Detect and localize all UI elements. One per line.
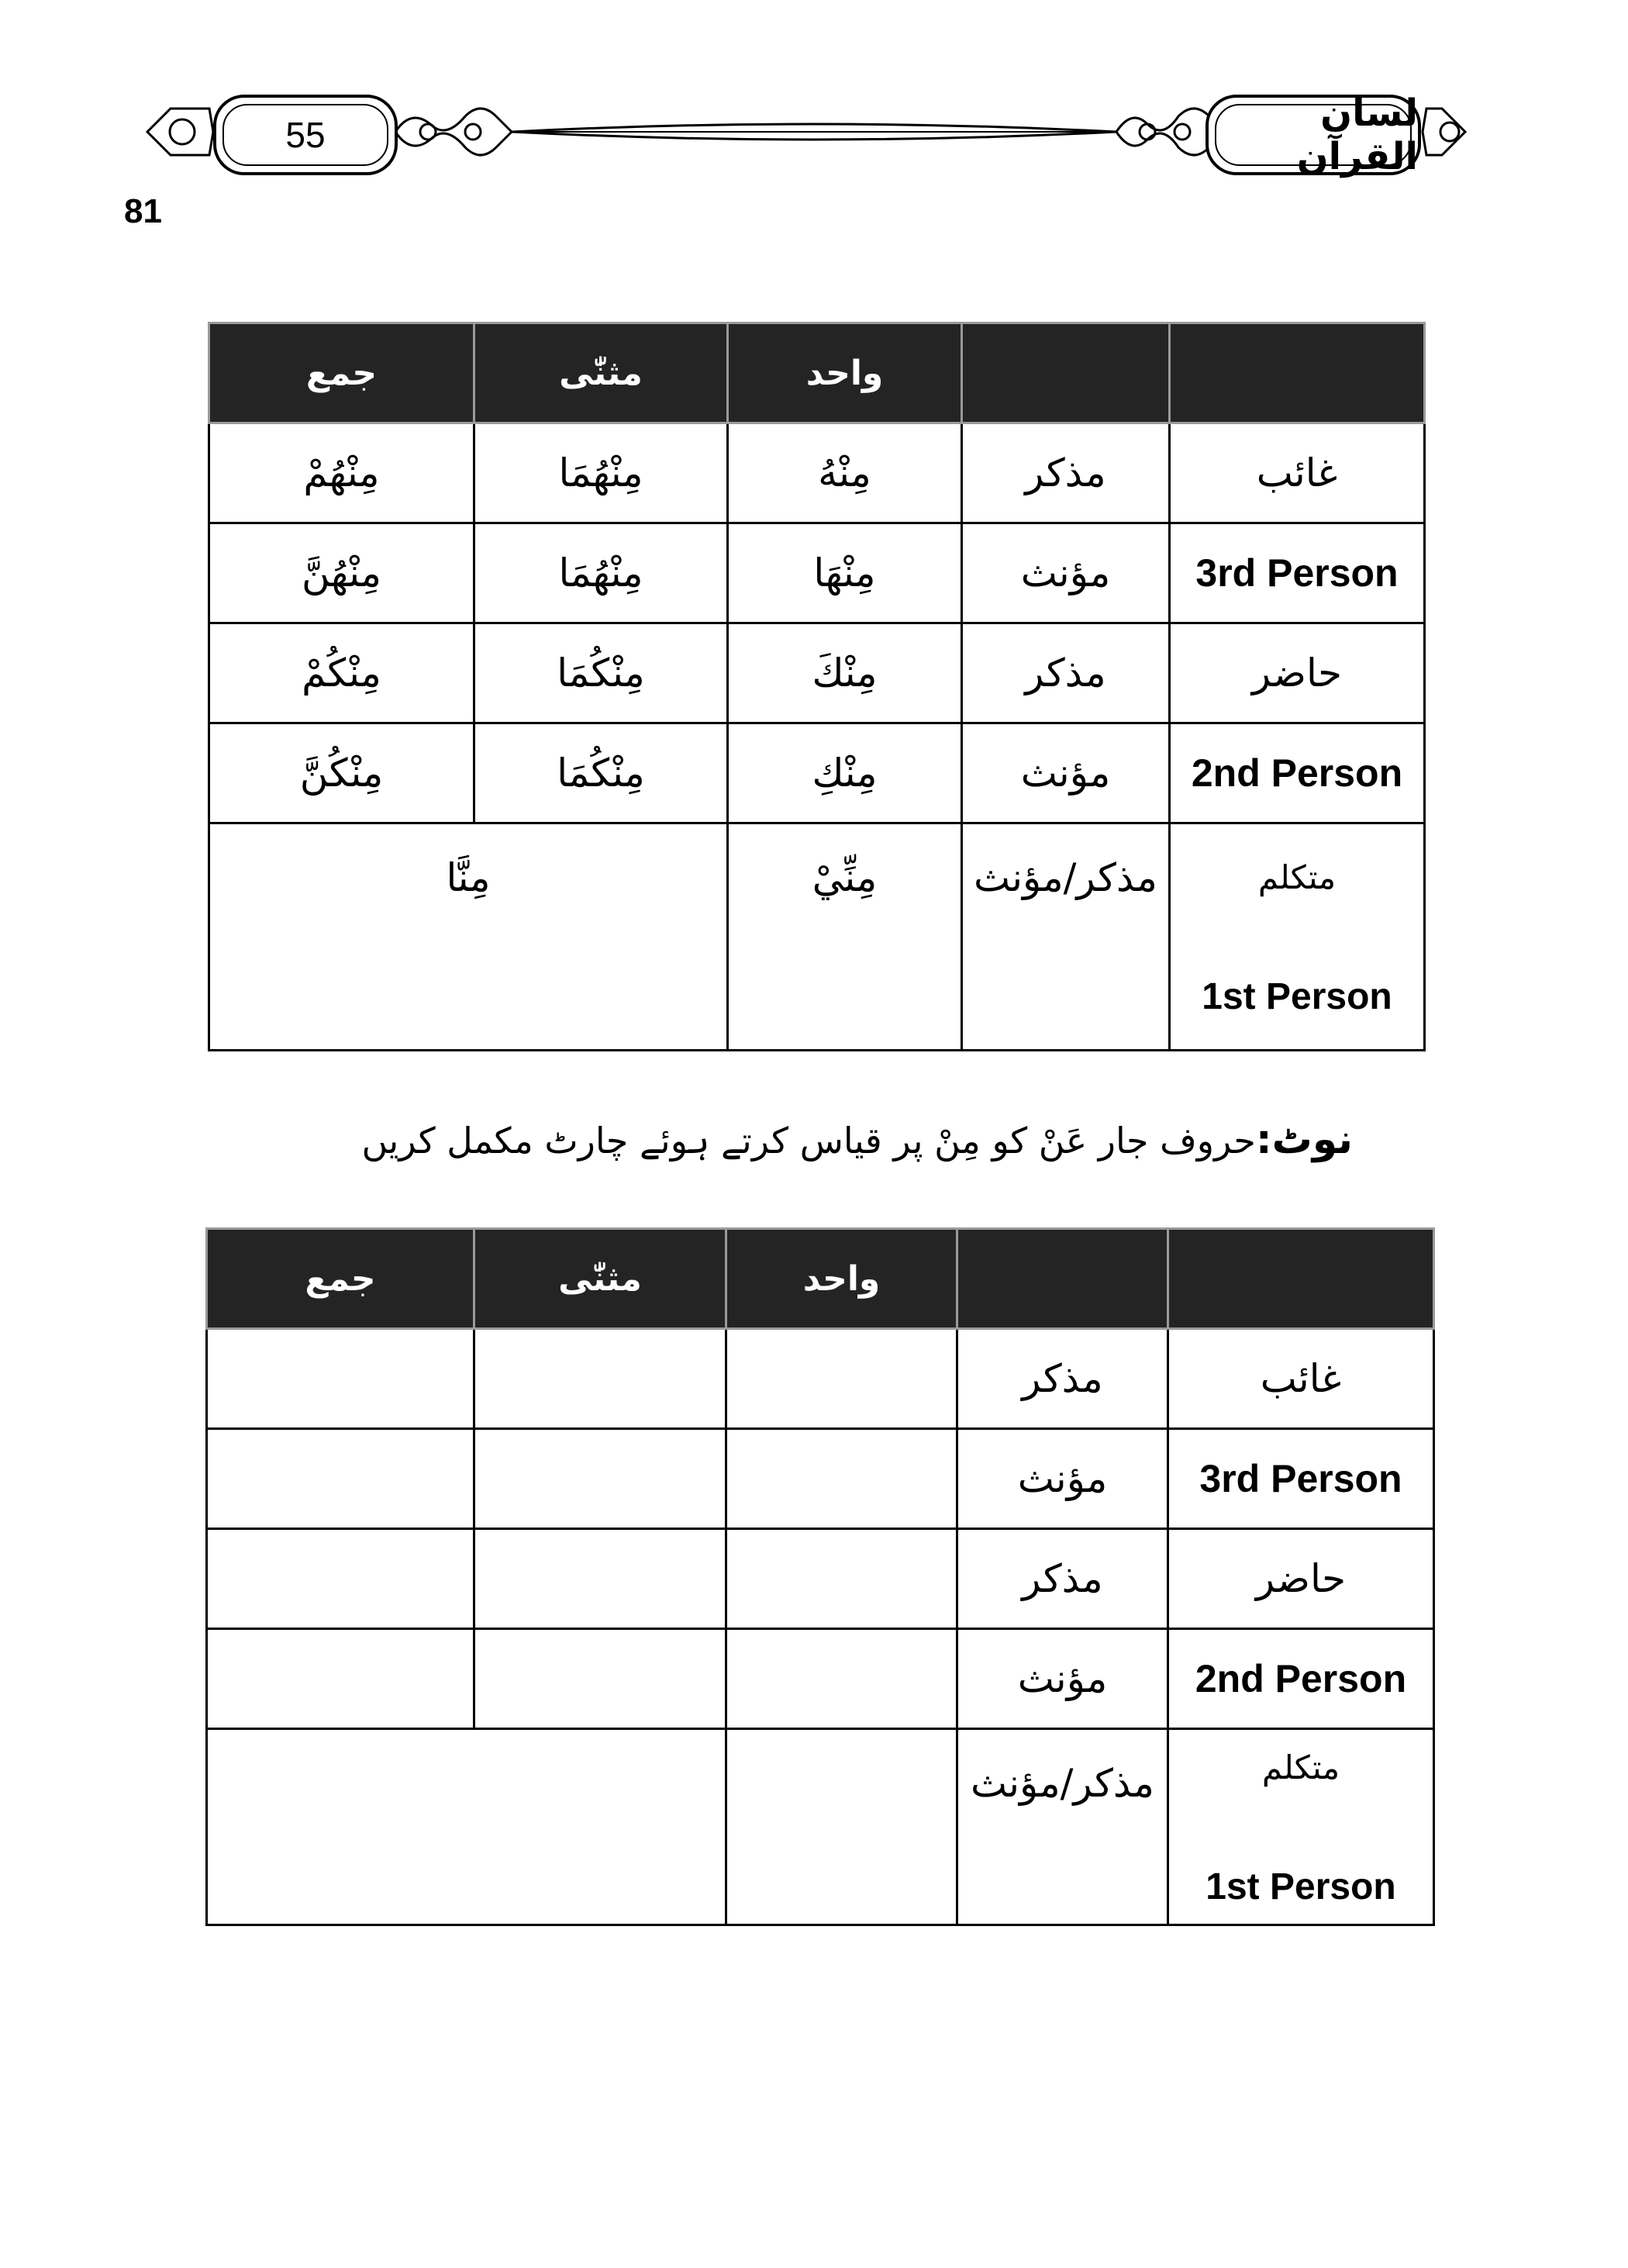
cell-plural-dual: مِنَّا [209,823,728,1051]
cell-singular: مِنْكِ [728,723,962,823]
cell-gender: مؤنث [957,1429,1168,1529]
col-header-singular: واحد [726,1229,957,1329]
cell-gender: مذکر [962,623,1170,723]
cell-plural: مِنْهُمْ [209,423,474,523]
empty-cell [207,1329,474,1429]
page-header [140,85,1473,178]
note-label: نوٹ: [1255,1117,1353,1163]
cell-gender: مؤنث [962,723,1170,823]
cell-plural: مِنْهُنَّ [209,523,474,623]
row-label-third-person: غائب [1168,1329,1434,1429]
table-row [207,1629,1434,1729]
cell-gender: مذکر [957,1329,1168,1429]
col-header-plural: جمع [209,323,474,423]
empty-cell [207,1629,474,1729]
exercise-table-an [205,1227,1435,1926]
table-header-row [207,1229,1434,1329]
table-row [209,423,1425,523]
cell-plural: مِنْكُمْ [209,623,474,723]
cell-gender: مؤنث [957,1629,1168,1729]
empty-cell [726,1629,957,1729]
empty-cell [474,1429,726,1529]
page-number: 55 [213,95,398,175]
cell-dual: مِنْكُمَا [474,723,728,823]
empty-cell [207,1729,726,1925]
empty-cell [474,1529,726,1629]
col-header-dual: مثنّٰی [474,1229,726,1329]
first-person-label-ur: متکلم [1257,858,1337,896]
col-header-plural: جمع [207,1229,474,1329]
corner-page-number: 81 [124,192,162,230]
empty-cell [207,1429,474,1529]
cell-singular: مِنْهَا [728,523,962,623]
row-label-second-person: حاضر [1170,623,1425,723]
first-person-label-en: 1st Person [1205,1866,1396,1907]
table-row [209,823,1425,1051]
book-title: لسان القرآن [1205,95,1421,175]
table-row [209,523,1425,623]
empty-cell [726,1329,957,1429]
cell-singular: مِنْكَ [728,623,962,723]
col-header-blank [957,1229,1168,1329]
col-header-dual: مثنّٰی [474,323,728,423]
row-label-second-person-en: 2nd Person [1168,1629,1434,1729]
table-row [207,1329,1434,1429]
empty-cell [726,1429,957,1529]
cell-plural: مِنْكُنَّ [209,723,474,823]
row-label-third-person-en: 3rd Person [1168,1429,1434,1529]
table-row [207,1529,1434,1629]
first-person-label-en: 1st Person [1202,976,1392,1017]
cell-gender: مذکر/مؤنث [957,1729,1168,1925]
table-row [209,623,1425,723]
empty-cell [207,1529,474,1629]
conjugation-table-min [208,322,1426,1051]
row-label-second-person: حاضر [1168,1529,1434,1629]
empty-cell [474,1329,726,1429]
empty-cell [726,1729,957,1925]
table-row [207,1429,1434,1529]
cell-gender: مذکر/مؤنث [962,823,1170,1051]
first-person-label-ur: متکلم [1261,1748,1340,1786]
row-label-first-person [1168,1729,1434,1925]
cell-gender: مؤنث [962,523,1170,623]
cell-singular: مِنْهُ [728,423,962,523]
empty-cell [474,1629,726,1729]
col-header-singular: واحد [728,323,962,423]
cell-gender: مذکر [957,1529,1168,1629]
empty-cell [726,1529,957,1629]
exercise-note [362,1117,1353,1163]
row-label-third-person-en: 3rd Person [1170,523,1425,623]
row-label-third-person: غائب [1170,423,1425,523]
cell-singular: مِنِّيْ [728,823,962,1051]
table-row [209,723,1425,823]
table-row [207,1729,1434,1925]
cell-dual: مِنْهُمَا [474,523,728,623]
cell-dual: مِنْكُمَا [474,623,728,723]
col-header-blank [1168,1229,1434,1329]
col-header-blank [962,323,1170,423]
table-header-row [209,323,1425,423]
note-text: حروف جار عَنْ کو مِنْ پر قیاس کرتے ہوئے چارٹ مکمل کریں [361,1120,1256,1162]
col-header-blank [1170,323,1425,423]
cell-dual: مِنْهُمَا [474,423,728,523]
row-label-first-person [1170,823,1425,1051]
cell-gender: مذکر [962,423,1170,523]
row-label-second-person-en: 2nd Person [1170,723,1425,823]
